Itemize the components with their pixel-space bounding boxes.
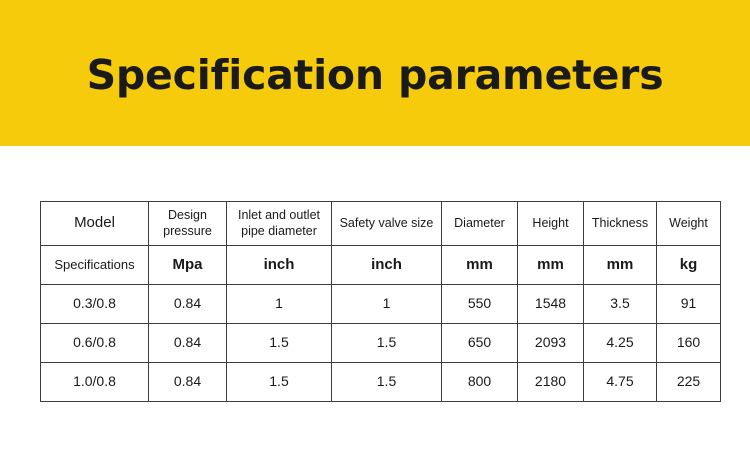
- units-cell-inch-valve: inch: [332, 246, 442, 285]
- cell-design-pressure: 0.84: [149, 324, 227, 363]
- cell-model: 0.6/0.8: [41, 324, 149, 363]
- page-banner: [0, 0, 750, 146]
- spec-table-container: [0, 146, 750, 402]
- cell-design-pressure: 0.84: [149, 285, 227, 324]
- header-cell-model: Model: [41, 202, 149, 246]
- cell-diameter: 550: [442, 285, 518, 324]
- cell-thickness: 4.75: [584, 363, 657, 402]
- header-cell-safety-valve-size: Safety valve size: [332, 202, 442, 246]
- cell-safety-valve-size: 1: [332, 285, 442, 324]
- units-cell-mm-thickness: mm: [584, 246, 657, 285]
- header-cell-pipe-diameter: Inlet and outlet pipe diameter: [227, 202, 332, 246]
- cell-height: 2093: [518, 324, 584, 363]
- table-units-row: [41, 246, 721, 285]
- table-row: [41, 324, 721, 363]
- cell-thickness: 3.5: [584, 285, 657, 324]
- cell-pipe-diameter: 1: [227, 285, 332, 324]
- units-cell-specifications: Specifications: [41, 246, 149, 285]
- cell-height: 2180: [518, 363, 584, 402]
- cell-safety-valve-size: 1.5: [332, 324, 442, 363]
- cell-weight: 225: [657, 363, 721, 402]
- units-cell-mm-height: mm: [518, 246, 584, 285]
- cell-pipe-diameter: 1.5: [227, 363, 332, 402]
- cell-weight: 160: [657, 324, 721, 363]
- header-cell-height: Height: [518, 202, 584, 246]
- units-cell-inch-pipe: inch: [227, 246, 332, 285]
- cell-weight: 91: [657, 285, 721, 324]
- page-title: Specification parameters: [86, 50, 664, 99]
- cell-model: 0.3/0.8: [41, 285, 149, 324]
- cell-diameter: 800: [442, 363, 518, 402]
- specification-table: [40, 201, 721, 402]
- header-cell-thickness: Thickness: [584, 202, 657, 246]
- cell-safety-valve-size: 1.5: [332, 363, 442, 402]
- units-cell-mm-diameter: mm: [442, 246, 518, 285]
- units-cell-mpa: Mpa: [149, 246, 227, 285]
- cell-pipe-diameter: 1.5: [227, 324, 332, 363]
- cell-design-pressure: 0.84: [149, 363, 227, 402]
- table-header-row: [41, 202, 721, 246]
- header-cell-weight: Weight: [657, 202, 721, 246]
- table-row: [41, 363, 721, 402]
- cell-model: 1.0/0.8: [41, 363, 149, 402]
- cell-thickness: 4.25: [584, 324, 657, 363]
- header-cell-design-pressure: Design pressure: [149, 202, 227, 246]
- cell-diameter: 650: [442, 324, 518, 363]
- cell-height: 1548: [518, 285, 584, 324]
- header-cell-diameter: Diameter: [442, 202, 518, 246]
- units-cell-kg-weight: kg: [657, 246, 721, 285]
- table-row: [41, 285, 721, 324]
